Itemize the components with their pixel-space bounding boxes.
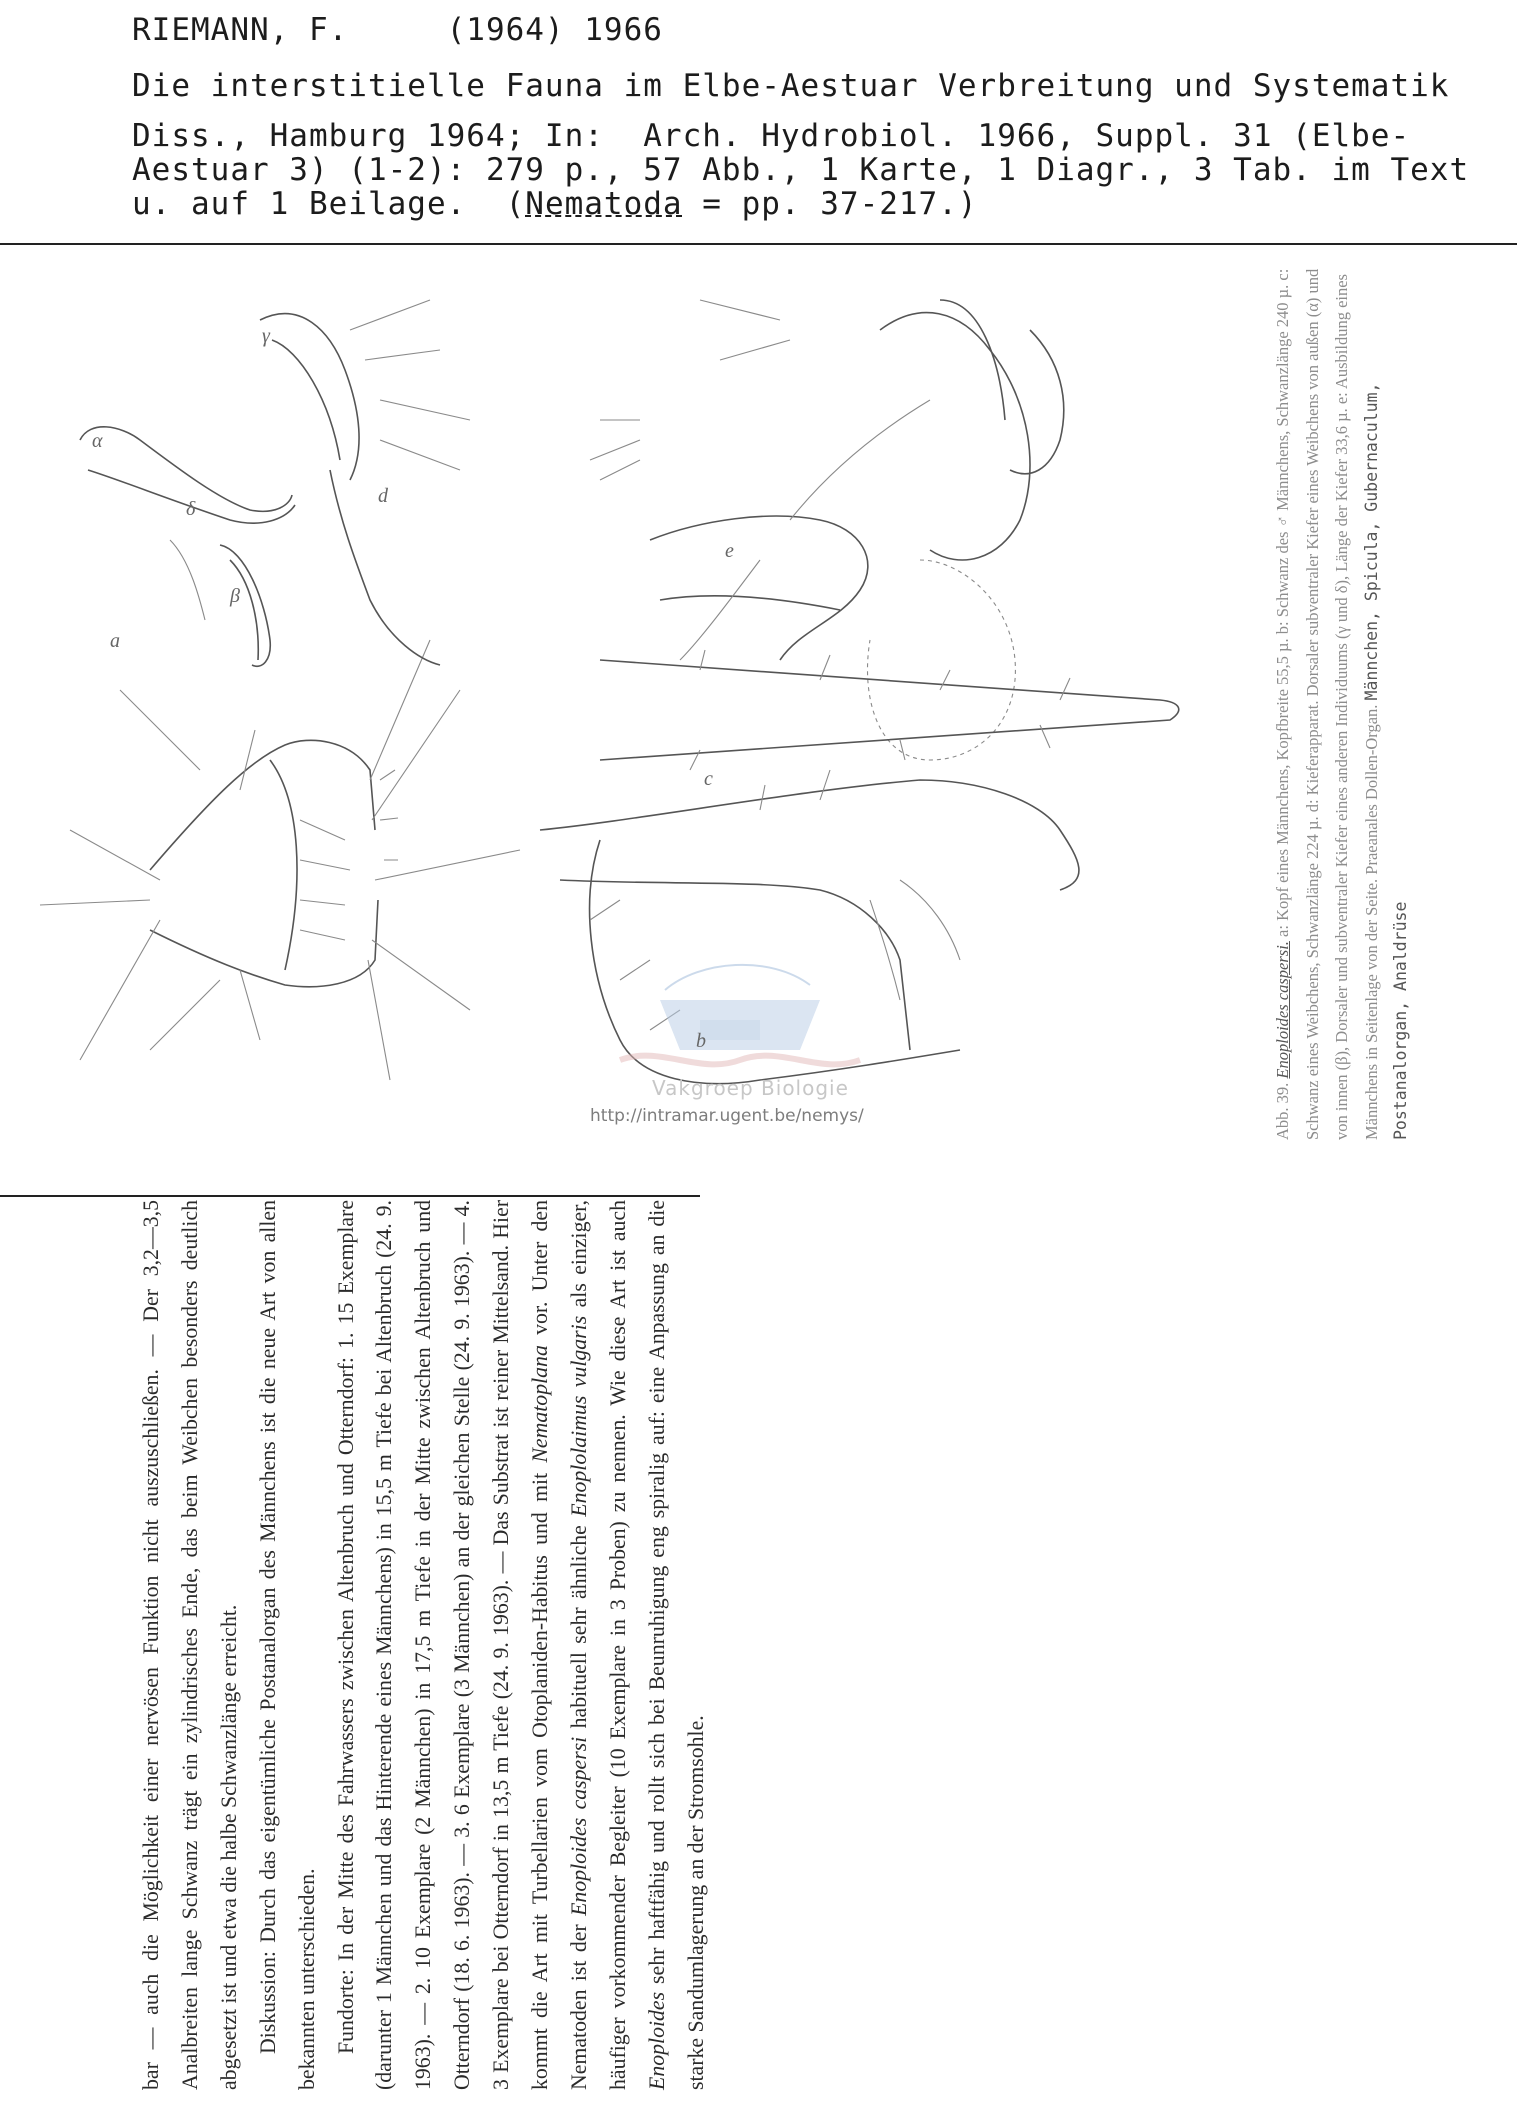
watermark-text: Vakgroep Biologie <box>652 1076 849 1100</box>
caption-text-2: Schwanzlänge 224 µ. d: Kieferapparat. Dorsaler subventraler Kiefer eines Weibchens von außen (α) und von innen (β), Dorsaler und subventraler Kiefer <box>1302 268 1351 1140</box>
label-b: b <box>696 1030 706 1052</box>
paragraph-tail-description: bar — auch die Möglichkeit einer nervösen Funktion nicht auszuschließen. — Der 3,2—3,5 Analbreiten lange Schwanz trägt ein zylindrisches Ende, das beim Weibchen besonders deutlich abgesetzt ist und etwa die halbe Schwanzlänge erreicht. <box>139 1200 241 2090</box>
drawing-e-male <box>590 300 1064 760</box>
drawing-c-tail <box>600 650 1179 770</box>
taxon-nematoda: Nematoda <box>525 186 683 222</box>
caption-species: Enoploides caspersi. <box>1273 941 1292 1079</box>
citation-title: Die interstitielle Fauna im Elbe-Aestuar Verbreitung und Systematik <box>132 68 1450 104</box>
label-delta: δ <box>186 498 196 520</box>
citation-extra-line: u. auf 1 Beilage. (Nematoda = pp. 37-217.) <box>132 186 978 222</box>
citation-author-year: RIEMANN, F. (1964) 1966 <box>132 12 663 48</box>
caption-lead: Abb. 39. <box>1273 1082 1292 1140</box>
drawing-d-jaws <box>80 300 470 666</box>
label-beta: β <box>230 585 240 607</box>
caption-text-3: eines anderen Individuums (γ und δ), Länge der Kiefer 33,6 µ. e: Ausbildung eines Männchens in Seitenlage von der Seite. Praeanales Dollen-Organ. <box>1332 274 1381 1140</box>
citation-source-line: Diss., Hamburg 1964; In: Arch. Hydrobiol. 1966, Suppl. 31 (Elbe- <box>132 118 1411 154</box>
citation-details-line: Aestuar 3) (1-2): 279 p., 57 Abb., 1 Karte, 1 Diagr., 3 Tab. im Text <box>132 152 1470 188</box>
caption-text-1: a: Kopf eines Männchens, Kopfbreite 55,5 µ. b: Schwanz des ♂ Männchens, Schwanzlänge 240 µ. c: Schwanz eines Weibchens, <box>1273 268 1322 1140</box>
source-url: http://intramar.ugent.be/nemys/ <box>590 1106 864 1126</box>
label-d: d <box>378 485 388 507</box>
drawing-b-tail <box>540 770 1079 1084</box>
caption-handwritten-3: , Analdrüse <box>1391 901 1410 1011</box>
label-c: c <box>704 768 713 790</box>
label-a: a <box>110 630 120 652</box>
drawing-a-head <box>40 640 520 1080</box>
caption-handwritten-2: Spicula, Gubernaculum, Postanalorgan <box>1361 382 1410 1140</box>
caption-handwritten-1: Männchen, <box>1361 601 1381 701</box>
watermark-logo <box>620 965 860 1064</box>
paragraph-localities: Fundorte: In der Mitte des Fahrwassers zwischen Altenbruch und Otterndorf: 1. 15 Exemplare (darunter 1 Männchen und das Hinterende eines Männchens) in 15,5 m Tiefe bei Altenbruch (24. 9. 1963). — 2. 10 Exemplare (2 Männchen) in 17,5 m Tiefe in der Mitte zwischen Altenbruch und Otterndorf (18. 6. 1963). — 3. 6 Exemplare (3 Männchen) an der gleichen Stelle (24. 9. 1963). — 4. 3 Exemplare bei Otterndorf in 13,5 m Tiefe (24. 9. 1963). — Das Substrat ist reiner Mittelsand. Hier kommt die Art mit Turbellarien vom Otoplaniden-Habitus und mit Nematoplana vor. Unter den Nematoden ist der Enoploides caspersi habituell sehr ähnliche Enoplolaimus vulgaris als einziger, häufiger vorkommender Begleiter (10 Exemplare in 3 Proben) zu nennen. Wie diese Art ist auch Enoploides sehr haftfähig und rollt sich bei Beunruhigung eng spiralig auf: eine Anpassung an die starke Sandumlagerung an der Stromsohle. <box>333 1200 708 2090</box>
label-e: e <box>725 540 734 562</box>
figure-caption <box>1268 260 1416 1140</box>
label-gamma: γ <box>262 325 270 347</box>
body-text <box>132 1200 716 2090</box>
paragraph-discussion: Diskussion: Durch das eigentümliche Postanalorgan des Männchens ist die neue Art von allen bekannten unterschieden. <box>255 1200 319 2090</box>
label-alpha: α <box>92 430 103 452</box>
